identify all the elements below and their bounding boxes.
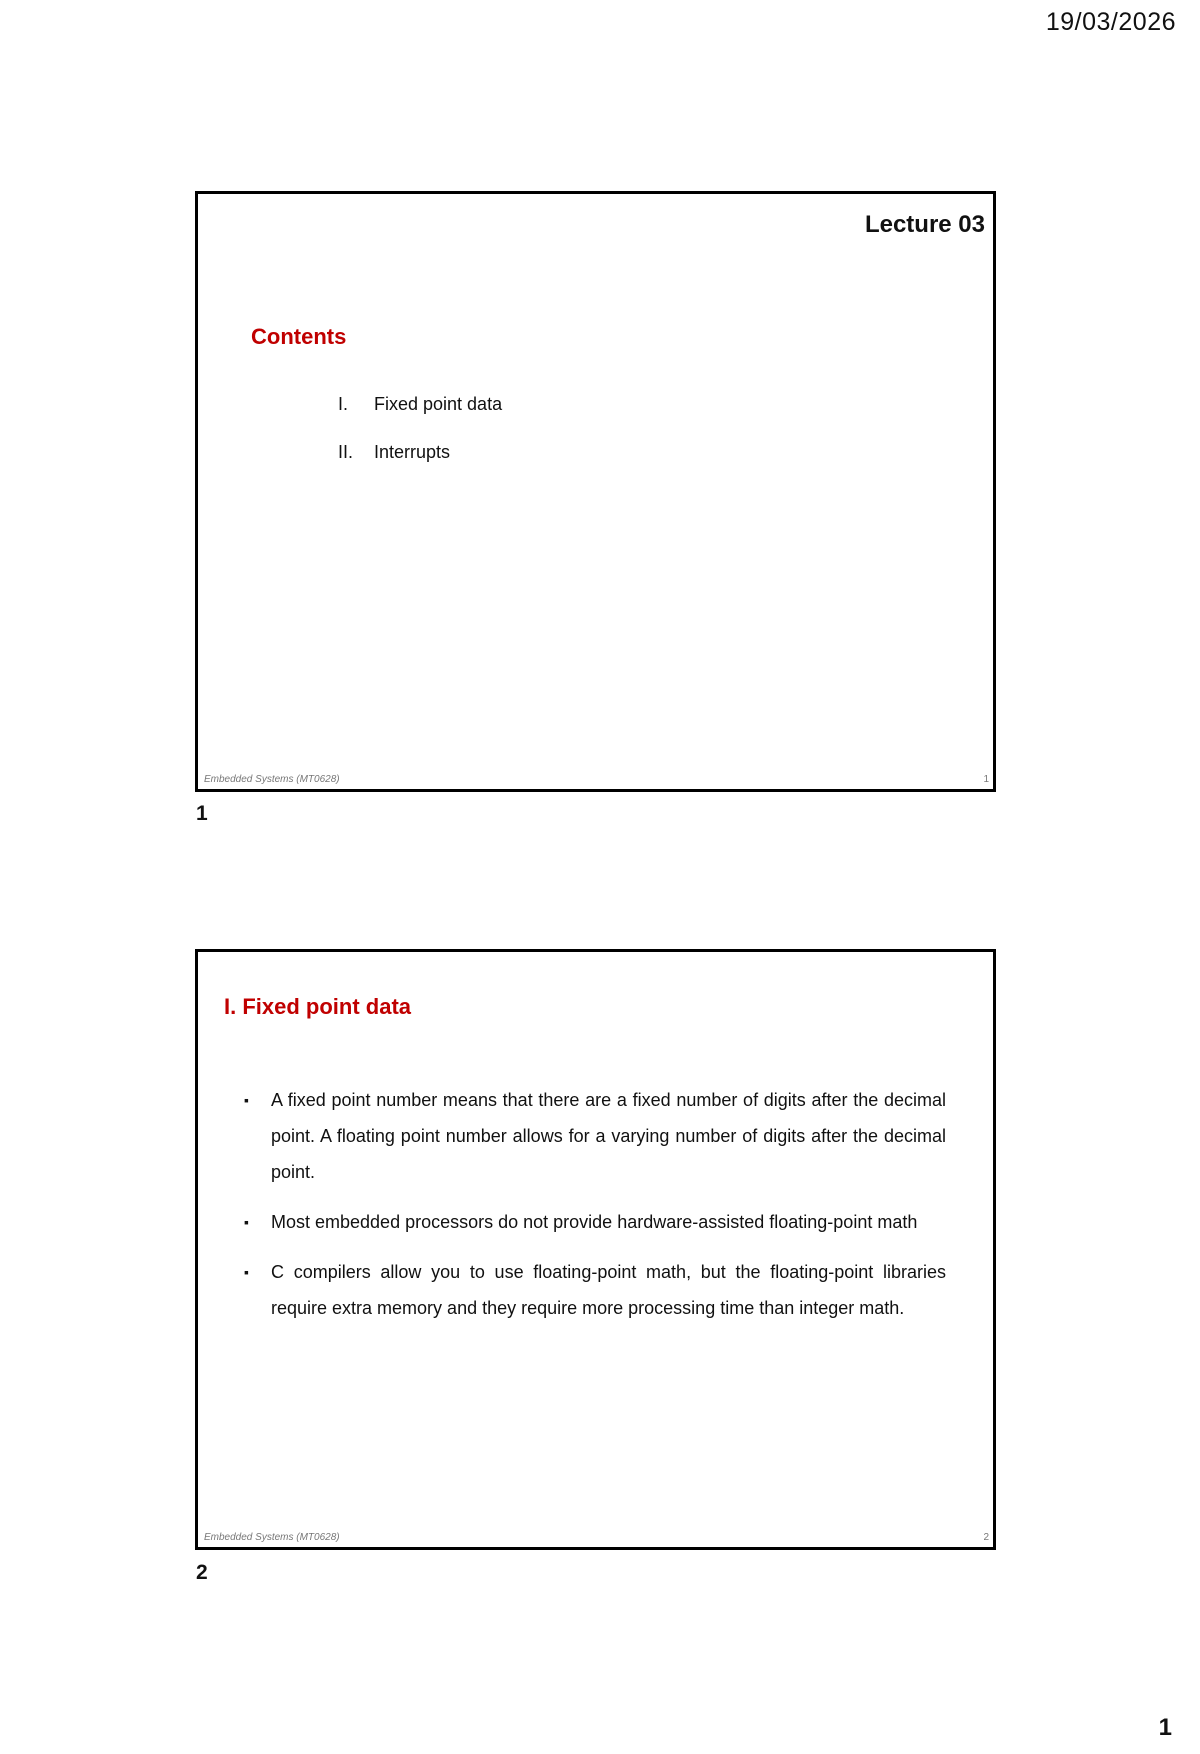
- contents-item-number: II.: [338, 442, 354, 462]
- section-title: I. Fixed point data: [224, 994, 412, 1019]
- bullet-square-icon: ▪: [244, 1092, 249, 1108]
- bullet-square-icon: ▪: [244, 1214, 249, 1230]
- bullet-text: Most embedded processors do not provide hardware-assisted floating-point math: [271, 1212, 918, 1232]
- contents-list: [338, 394, 502, 490]
- bullet-item: [244, 1254, 946, 1326]
- bullet-item: [244, 1204, 946, 1240]
- contents-title: Contents: [251, 324, 347, 349]
- contents-item-number: I.: [338, 394, 349, 414]
- slide-2: [195, 949, 996, 1550]
- lecture-label: Lecture 03: [864, 211, 985, 238]
- slide-footer-number: 1: [983, 774, 989, 785]
- slide-footer-course: Embedded Systems (MT0628): [204, 1532, 340, 1543]
- contents-item: [338, 442, 502, 490]
- bullet-item: [244, 1082, 946, 1190]
- slide-1: [195, 191, 996, 792]
- slide-footer-number: 2: [983, 1532, 989, 1543]
- slide-footer-course: Embedded Systems (MT0628): [204, 774, 340, 785]
- page-number: 1: [1158, 1714, 1172, 1741]
- bullet-text: A fixed point number means that there are a fixed number of digits after the decimal point. A floating point number allows for a varying number of digits after the decimal point.: [271, 1090, 946, 1182]
- slide-caption: 1: [196, 802, 208, 825]
- bullet-square-icon: ▪: [244, 1264, 249, 1280]
- bullet-list: [244, 1082, 946, 1340]
- slide-caption: 2: [196, 1561, 208, 1584]
- bullet-text: C compilers allow you to use floating-point math, but the floating-point libraries require extra memory and they require more processing time than integer math.: [271, 1262, 946, 1318]
- contents-item-label: Fixed point data: [374, 394, 503, 414]
- page-date: 19/03/2026: [1045, 8, 1176, 36]
- contents-item-label: Interrupts: [374, 442, 451, 462]
- contents-item: [338, 394, 502, 442]
